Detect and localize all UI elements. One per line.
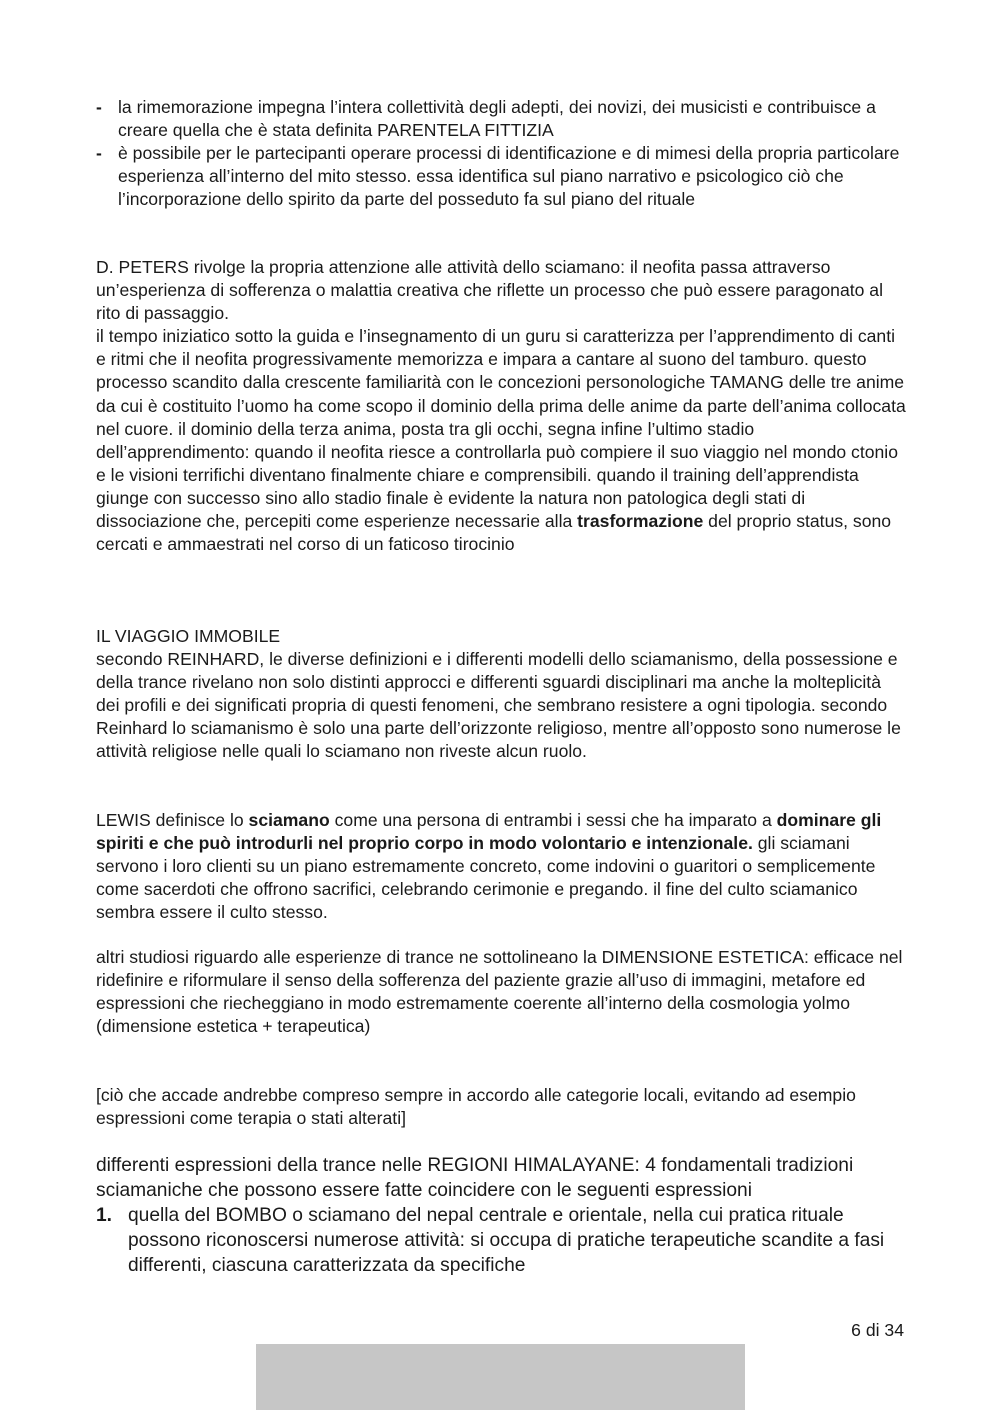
paragraph: D. PETERS rivolge la propria attenzione alle attività dello sciamano: il neofita passa attraverso un’esperienza di sofferenza o malattia creativa che riflette un processo che può essere paragonato al rito di passaggio. <box>96 257 883 324</box>
paragraph: [ciò che accade andrebbe compreso sempre in accordo alle categorie locali, evitando ad esempio espressioni come terapia o stati alterati] <box>96 1085 856 1129</box>
text-run: del proprio status, sono cercati e ammaestrati nel corso di un faticoso tirocinio <box>96 511 892 555</box>
bullet-item: - la rimemorazione impegna l’intera collettività degli adepti, dei novizi, dei musicisti e contribuisce a creare quella che è stata definita PARENTELA FITTIZIA <box>96 96 906 142</box>
paragraph: secondo REINHARD, le diverse definizioni e i differenti modelli dello sciamanismo, della possessione e della trance rivelano non solo distinti approcci e differenti sguardi disciplinari ma anche la molteplicità dei profili e dei significati propria di questi fenomeni, che sembrano resistere a ogni tipologia. secondo Reinhard lo sciamanismo è solo una parte dell’orizzonte religioso, mentre all’opposto sono numerose le attività religiose nelle quali lo sciamano non riveste alcun ruolo. <box>96 649 901 762</box>
bold-text: sciamano <box>248 810 330 830</box>
paragraph <box>96 809 906 924</box>
list-item-text: quella del BOMBO o sciamano del nepal centrale e orientale, nella cui pratica rituale possono riconoscersi numerose attività: si occupa di pratiche terapeutiche scandite a fasi differenti, ciascuna caratterizzata da specifiche <box>128 1205 885 1276</box>
footer-banner <box>256 1344 745 1410</box>
bold-text: trasformazione <box>577 511 704 532</box>
list-item <box>96 1203 906 1278</box>
text-run: come una persona di entrambi i sessi che ha imparato a <box>329 810 777 830</box>
estetica-section <box>96 946 906 1038</box>
peters-section <box>96 256 906 556</box>
list-number: 1. <box>96 1205 113 1226</box>
bold-text: dominare gli spiriti e che può introdurli nel proprio corpo in modo volontario e intenzionale. <box>96 810 882 854</box>
bullet-item: - è possibile per le partecipanti operare processi di identificazione e di mimesi della propria particolare esperienza all’interno del mito stesso. essa identifica sul piano narrativo e psicologico ciò che l’incorporazione dello spirito da parte del posseduto fa sul piano del rituale <box>96 142 906 211</box>
text-run: il tempo iniziatico sotto la guida e l’insegnamento di un guru si caratterizza per l’apprendimento di canti e ritmi che il neofita progressivamente memorizza e impara a cantare al suono del tamburo. questo processo scandito dalla crescente familiarità con le concezioni personologiche TAMANG delle tre anime da cui è costituito l’uomo ha come scopo il dominio della prima delle anime da parte dell’anima collocata nel cuore. il dominio della terza anima, posta tra gli occhi, segna infine l’ultimo stadio dell’apprendimento: quando il neofita riesce a controllarla può compiere il suo viaggio nel mondo ctonio e le visioni terrifichi diventano finalmente chiare e comprensibili. quando il training dell’apprendista giunge con successo sino allo stadio finale è evidente la natura non patologica degli stati di dissociazione che, percepiti come esperienze necessarie alla <box>96 326 906 532</box>
bullet-list <box>96 96 906 211</box>
paragraph: altri studiosi riguardo alle esperienze di trance ne sottolineano la DIMENSIONE ESTETICA: efficace nel ridefinire e riformulare il senso della sofferenza del paziente grazie all’uso di immagini, metafore ed espressioni che riecheggiano in modo estremamente coerente all’interno della cosmologia yolmo (dimensione estetica + terapeutica) <box>96 947 903 1037</box>
himalaya-section <box>96 1153 906 1278</box>
numbered-list <box>96 1203 906 1278</box>
lewis-section <box>96 809 906 924</box>
section-heading: IL VIAGGIO IMMOBILE <box>96 626 281 646</box>
text-run: LEWIS definisce lo <box>96 810 249 830</box>
paragraph <box>96 325 906 556</box>
note-section <box>96 1084 906 1130</box>
paragraph: differenti espressioni della trance nelle REGIONI HIMALAYANE: 4 fondamentali tradizioni sciamaniche che possono essere fatte coincidere con le seguenti espressioni <box>96 1155 854 1201</box>
page-number: 6 di 34 <box>851 1320 904 1340</box>
viaggio-section <box>96 625 906 764</box>
text-run: gli sciamani servono i loro clienti su un piano estremamente concreto, come indovini o guaritori o semplicemente come sacerdoti che offrono sacrifici, celebrando cerimonie e pregando. il fine del culto sciamanico sembra essere il culto stesso. <box>96 833 876 923</box>
